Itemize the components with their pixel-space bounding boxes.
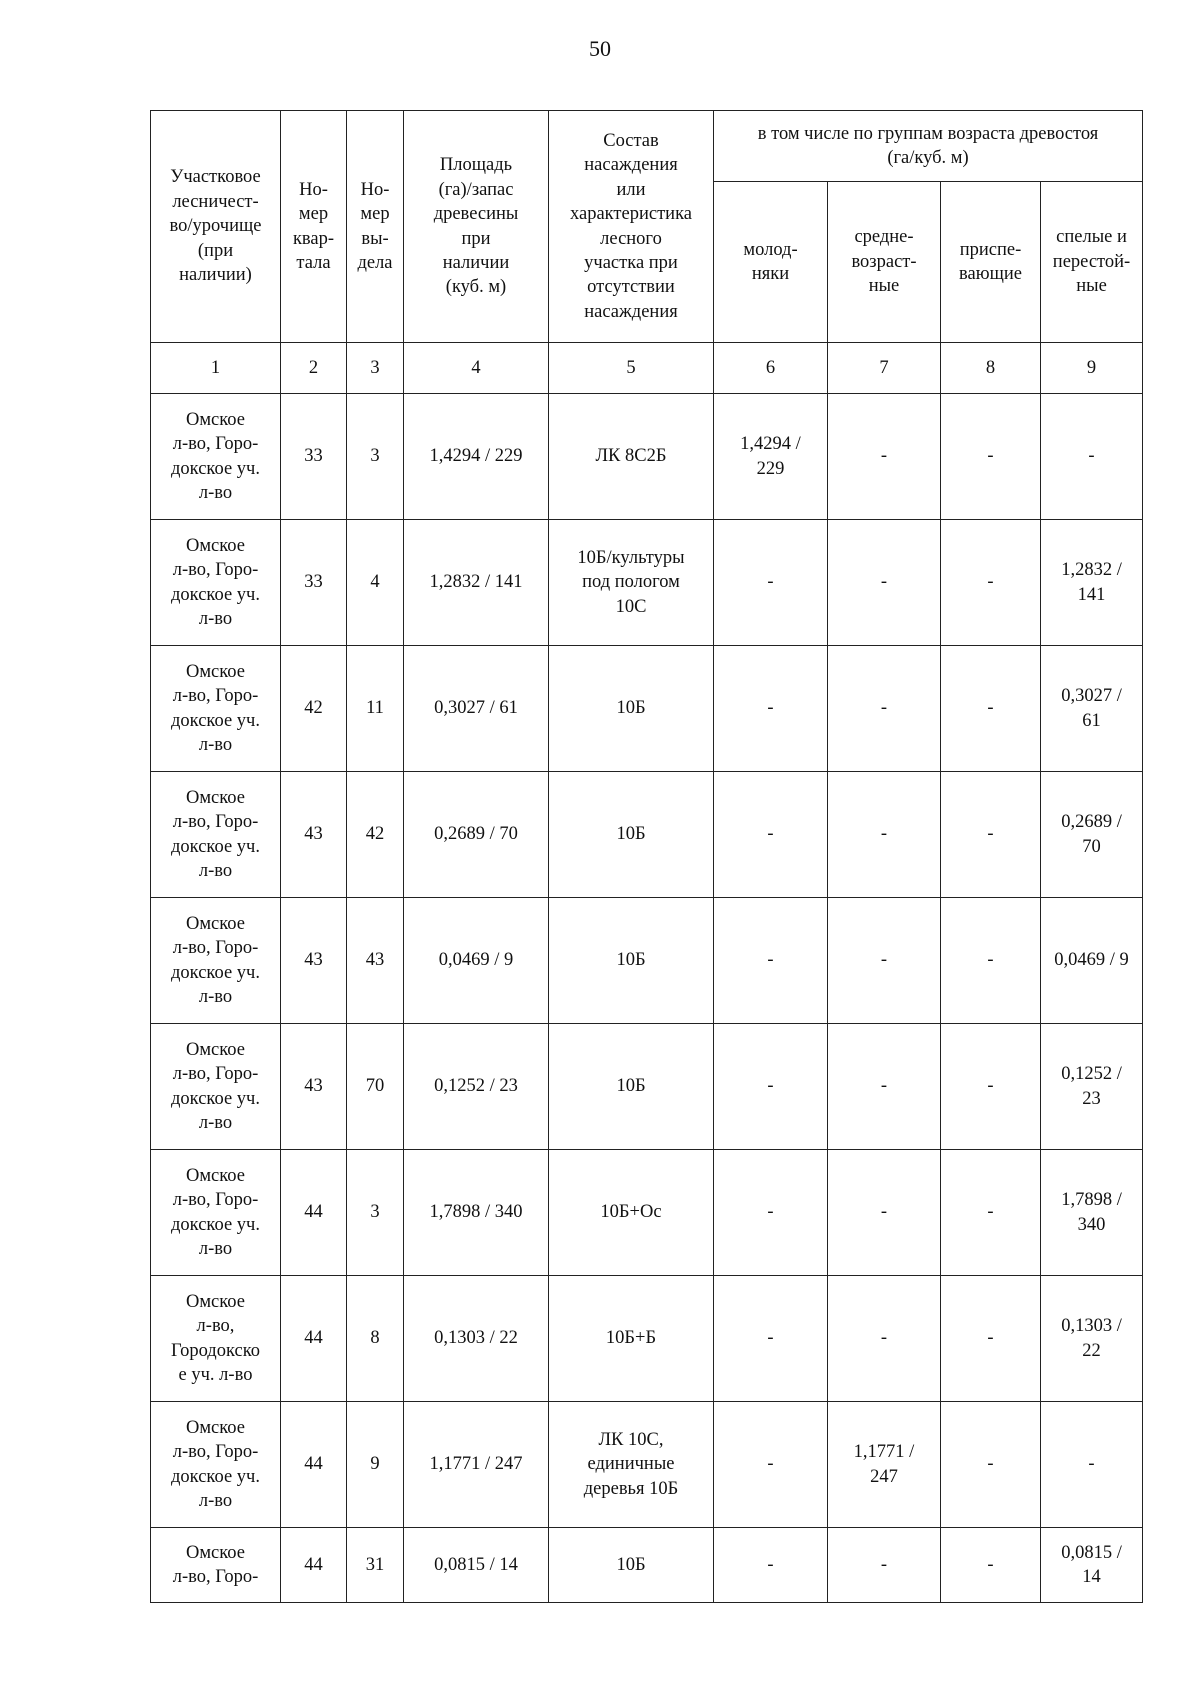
header-age-groups: в том числе по группам возраста древостоя (га/куб. м) (714, 111, 1143, 182)
cell-vydel: 8 (347, 1276, 404, 1402)
header-mature: спелые и перестой- ные (1041, 182, 1143, 343)
cell-ripening: - (941, 394, 1041, 520)
cell-forestry: Омское л-во, Горо- докское уч. л-во (151, 772, 281, 898)
table-row (151, 1276, 1143, 1402)
cell-young: - (714, 1528, 828, 1603)
cell-middle-aged: - (828, 520, 941, 646)
forest-plots-table (150, 110, 1143, 1603)
cell-vydel: 43 (347, 898, 404, 1024)
cell-young: - (714, 520, 828, 646)
cell-mature: - (1041, 394, 1143, 520)
cell-ripening: - (941, 1150, 1041, 1276)
table-row (151, 772, 1143, 898)
column-number: 5 (549, 343, 714, 394)
cell-vydel: 11 (347, 646, 404, 772)
cell-kvartal: 43 (281, 1024, 347, 1150)
cell-forestry: Омское л-во, Горо- докское уч. л-во (151, 1024, 281, 1150)
column-number: 6 (714, 343, 828, 394)
header-middle-aged: средне- возраст- ные (828, 182, 941, 343)
cell-area: 1,7898 / 340 (404, 1150, 549, 1276)
cell-vydel: 3 (347, 394, 404, 520)
page-number: 50 (589, 36, 611, 61)
table-row (151, 646, 1143, 772)
cell-vydel: 4 (347, 520, 404, 646)
cell-forestry: Омское л-во, Горо- докское уч. л-во (151, 394, 281, 520)
cell-mature: 0,1303 / 22 (1041, 1276, 1143, 1402)
cell-ripening: - (941, 1024, 1041, 1150)
cell-kvartal: 44 (281, 1276, 347, 1402)
cell-young: - (714, 1150, 828, 1276)
cell-composition: 10Б (549, 646, 714, 772)
cell-composition: ЛК 10С, единичные деревья 10Б (549, 1402, 714, 1528)
cell-vydel: 9 (347, 1402, 404, 1528)
cell-ripening: - (941, 898, 1041, 1024)
cell-composition: 10Б (549, 772, 714, 898)
cell-kvartal: 33 (281, 520, 347, 646)
cell-composition: 10Б (549, 1024, 714, 1150)
cell-area: 0,0469 / 9 (404, 898, 549, 1024)
cell-forestry: Омское л-во, Горо- докское уч. л-во (151, 520, 281, 646)
column-number: 3 (347, 343, 404, 394)
cell-area: 0,2689 / 70 (404, 772, 549, 898)
header-young: молод- няки (714, 182, 828, 343)
cell-middle-aged: 1,1771 / 247 (828, 1402, 941, 1528)
cell-young: 1,4294 / 229 (714, 394, 828, 520)
cell-vydel: 31 (347, 1528, 404, 1603)
cell-middle-aged: - (828, 898, 941, 1024)
cell-kvartal: 43 (281, 772, 347, 898)
cell-vydel: 70 (347, 1024, 404, 1150)
cell-middle-aged: - (828, 1276, 941, 1402)
cell-mature: 0,1252 / 23 (1041, 1024, 1143, 1150)
cell-area: 0,3027 / 61 (404, 646, 549, 772)
table-row (151, 1402, 1143, 1528)
cell-young: - (714, 646, 828, 772)
cell-forestry: Омское л-во, Городокско е уч. л-во (151, 1276, 281, 1402)
cell-composition: 10Б+Ос (549, 1150, 714, 1276)
cell-kvartal: 33 (281, 394, 347, 520)
cell-area: 1,4294 / 229 (404, 394, 549, 520)
cell-forestry: Омское л-во, Горо- докское уч. л-во (151, 646, 281, 772)
cell-middle-aged: - (828, 1528, 941, 1603)
cell-ripening: - (941, 646, 1041, 772)
cell-young: - (714, 1402, 828, 1528)
cell-kvartal: 42 (281, 646, 347, 772)
cell-mature: - (1041, 1402, 1143, 1528)
cell-mature: 0,2689 / 70 (1041, 772, 1143, 898)
cell-forestry: Омское л-во, Горо- (151, 1528, 281, 1603)
cell-area: 0,0815 / 14 (404, 1528, 549, 1603)
table-header-row (151, 111, 1143, 182)
cell-middle-aged: - (828, 1024, 941, 1150)
cell-middle-aged: - (828, 646, 941, 772)
cell-composition: 10Б+Б (549, 1276, 714, 1402)
column-numbers-row (151, 343, 1143, 394)
column-number: 8 (941, 343, 1041, 394)
cell-middle-aged: - (828, 394, 941, 520)
header-composition: Состав насаждения или характеристика лесного участка при отсутствии насаждения (549, 111, 714, 343)
cell-composition: 10Б (549, 1528, 714, 1603)
cell-mature: 1,7898 / 340 (1041, 1150, 1143, 1276)
cell-area: 1,2832 / 141 (404, 520, 549, 646)
cell-area: 1,1771 / 247 (404, 1402, 549, 1528)
cell-area: 0,1252 / 23 (404, 1024, 549, 1150)
cell-ripening: - (941, 1276, 1041, 1402)
column-number: 2 (281, 343, 347, 394)
cell-ripening: - (941, 1528, 1041, 1603)
cell-mature: 0,3027 / 61 (1041, 646, 1143, 772)
cell-mature: 1,2832 / 141 (1041, 520, 1143, 646)
column-number: 7 (828, 343, 941, 394)
column-number: 9 (1041, 343, 1143, 394)
column-number: 4 (404, 343, 549, 394)
cell-composition: 10Б (549, 898, 714, 1024)
table-row (151, 898, 1143, 1024)
table-row (151, 1528, 1143, 1603)
table-row (151, 394, 1143, 520)
cell-forestry: Омское л-во, Горо- докское уч. л-во (151, 1402, 281, 1528)
cell-kvartal: 44 (281, 1402, 347, 1528)
header-ripening: приспе- вающие (941, 182, 1041, 343)
cell-composition: 10Б/культуры под пологом 10С (549, 520, 714, 646)
table-row (151, 520, 1143, 646)
cell-young: - (714, 772, 828, 898)
cell-vydel: 42 (347, 772, 404, 898)
cell-kvartal: 44 (281, 1528, 347, 1603)
cell-ripening: - (941, 520, 1041, 646)
cell-forestry: Омское л-во, Горо- докское уч. л-во (151, 898, 281, 1024)
cell-young: - (714, 1024, 828, 1150)
header-area: Площадь (га)/запас древесины при наличии (куб. м) (404, 111, 549, 343)
cell-vydel: 3 (347, 1150, 404, 1276)
header-kvartal: Но- мер квар- тала (281, 111, 347, 343)
cell-forestry: Омское л-во, Горо- докское уч. л-во (151, 1150, 281, 1276)
header-forestry: Участковое лесничест- во/урочище (при наличии) (151, 111, 281, 343)
table-row (151, 1024, 1143, 1150)
cell-ripening: - (941, 772, 1041, 898)
cell-middle-aged: - (828, 772, 941, 898)
table-row (151, 1150, 1143, 1276)
header-vydel: Но- мер вы- дела (347, 111, 404, 343)
cell-area: 0,1303 / 22 (404, 1276, 549, 1402)
cell-mature: 0,0815 / 14 (1041, 1528, 1143, 1603)
cell-young: - (714, 1276, 828, 1402)
cell-kvartal: 44 (281, 1150, 347, 1276)
cell-ripening: - (941, 1402, 1041, 1528)
column-number: 1 (151, 343, 281, 394)
cell-kvartal: 43 (281, 898, 347, 1024)
cell-mature: 0,0469 / 9 (1041, 898, 1143, 1024)
cell-composition: ЛК 8С2Б (549, 394, 714, 520)
cell-young: - (714, 898, 828, 1024)
cell-middle-aged: - (828, 1150, 941, 1276)
